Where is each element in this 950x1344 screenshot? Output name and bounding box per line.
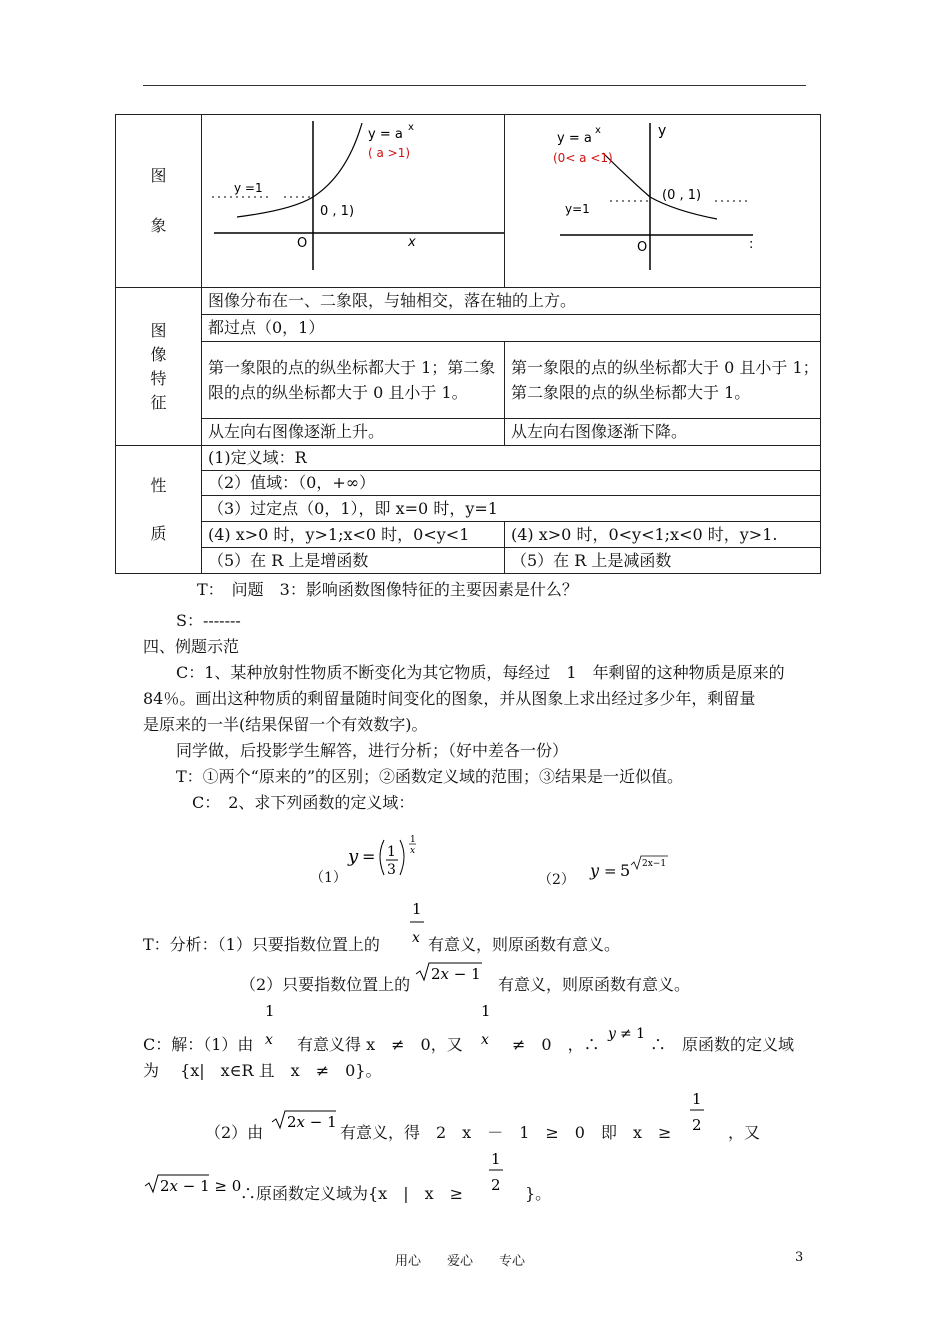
svg-text:y: y <box>348 846 359 867</box>
sol1-a: C：解：（1）由 <box>143 1035 254 1054</box>
label-char: 图 <box>150 320 167 340</box>
prop-fixed-point: （3）过定点（0，1），即 x=0 时，y=1 <box>202 496 821 522</box>
example1-line2: 84％。画出这种物质的剩留量随时间变化的图象，并从图象上求出经过多少年，剩留量 <box>143 689 756 708</box>
label-char: 质 <box>150 523 167 543</box>
header-rule <box>143 85 806 86</box>
feature-distribution: 图像分布在一、二象限，与轴相交，落在轴的上方。 <box>202 288 821 315</box>
feature-trend-left: 从左向右图像逐渐上升。 <box>202 419 505 446</box>
prop-sign-right: (4) x>0 时，0<y<1;x<0 时，y>1. <box>505 522 821 548</box>
analysis2-pre: （2）只要指数位置上的 <box>240 975 411 994</box>
svg-text:1: 1 <box>387 844 396 860</box>
sqrt-2x-1 <box>414 960 484 986</box>
sol1-c: ≠ 0 ，∴ <box>512 1035 600 1054</box>
s-answer: S：------- <box>176 611 241 630</box>
feature-row-label <box>116 288 202 446</box>
svg-text:1: 1 <box>265 1002 275 1020</box>
y-axis-label: y <box>658 123 667 139</box>
example1-line3: 是原来的一半(结果保留一个有效数字)。 <box>143 715 428 734</box>
point-label: (0 , 1) <box>662 188 702 203</box>
footer-motto: 用心 爱心 专心 <box>395 1254 526 1269</box>
svg-text:1: 1 <box>692 1090 702 1108</box>
analysis1-post: 有意义，则原函数有意义。 <box>428 935 621 954</box>
svg-text:3: 3 <box>387 862 396 878</box>
sol2-a: （2）由 <box>205 1123 264 1142</box>
svg-text:2x−1: 2x−1 <box>642 859 667 869</box>
student-note: 同学做，后投影学生解答，进行分析；（好中差各一份） <box>176 741 569 760</box>
frac-1-over-2 <box>487 1146 507 1196</box>
sqrt-geq-zero <box>143 1172 243 1198</box>
sol2-end: }。 <box>525 1184 552 1203</box>
feature-quadrant-left: 第一象限的点的纵坐标都大于 1；第二象限的点的纵坐标都大于 0 且小于 1。 <box>202 342 505 419</box>
page-number: 3 <box>795 1250 804 1265</box>
svg-text:2: 2 <box>692 1116 702 1134</box>
prop-monotone-right: （5）在 R 上是减函数 <box>505 548 821 574</box>
prop-sign-left: (4) x>0 时，y>1;x<0 时，0<y<1 <box>202 522 505 548</box>
exp-graph-decreasing <box>505 115 821 287</box>
exp-graph-increasing <box>202 115 505 287</box>
svg-text:y: y <box>608 1026 616 1042</box>
eq2-formula <box>588 852 678 882</box>
sqrt-2x-1 <box>270 1108 340 1134</box>
frac-1-over-x <box>260 1000 282 1050</box>
example2-heading: C： 2、求下列函数的定义域： <box>192 793 415 812</box>
origin-label: O <box>637 240 648 255</box>
y1-label: y =1 <box>234 181 263 195</box>
label-char: 图 <box>150 166 167 185</box>
cond-label: (0< a <1) <box>553 151 613 165</box>
sol1-d: ∴ 原函数的定义域 <box>650 1035 795 1054</box>
frac-1-over-2 <box>688 1086 708 1136</box>
analysis1-pre: T：分析：（1）只要指数位置上的 <box>143 935 380 954</box>
prop-monotone-left: （5）在 R 上是增函数 <box>202 548 505 574</box>
graph-row-label <box>116 115 202 288</box>
analysis2-post: 有意义，则原函数有意义。 <box>498 975 691 994</box>
frac-1-over-x <box>476 1000 498 1050</box>
svg-text:1: 1 <box>410 835 416 845</box>
sol2-b: 有意义，得 2 x － 1 ≥ 0 即 x ≥ <box>340 1123 672 1142</box>
prop-domain: (1)定义域：R <box>202 446 821 471</box>
point-label: 0 , 1) <box>320 204 355 219</box>
graph-a-less-1 <box>505 115 821 288</box>
y-neq-1 <box>606 1022 652 1044</box>
svg-text:1: 1 <box>412 900 422 918</box>
svg-text:≠ 1: ≠ 1 <box>620 1026 646 1042</box>
label-char: 征 <box>150 392 167 412</box>
sol1-line2: 为 {x| x∈R 且 x ≠ 0}。 <box>143 1061 382 1080</box>
svg-text:=: = <box>604 862 617 880</box>
svg-text:x: x <box>410 846 416 856</box>
sol2-c: ，又 <box>728 1123 761 1142</box>
x-axis-label: x <box>408 235 416 250</box>
example1-line1: C：1、某种放射性物质不断变化为其它物质，每经过 1 年剩留的这种物质是原来的 <box>176 663 785 682</box>
svg-text:x: x <box>412 930 420 946</box>
analysis1 <box>143 932 380 955</box>
svg-text:2x − 1: 2x − 1 <box>431 965 481 983</box>
cond-label: ( a >1) <box>368 146 411 160</box>
svg-text:2x − 1: 2x − 1 <box>287 1113 337 1131</box>
eq-label: y = a <box>557 131 592 146</box>
origin-label: O <box>297 236 308 251</box>
feature-quadrant-right: 第一象限的点的纵坐标都大于 0 且小于 1；第二象限的点的纵坐标都大于 1。 <box>505 342 821 419</box>
label-char: 像 <box>150 344 167 364</box>
feature-fixed-point: 都过点（0，1） <box>202 315 821 342</box>
svg-text:1: 1 <box>491 1150 501 1168</box>
label-char: 象 <box>150 216 167 235</box>
exp-label: x <box>408 122 414 133</box>
eq1-formula <box>340 830 430 890</box>
prop-range: （2）值域：（0，+∞） <box>202 471 821 496</box>
svg-text:x: x <box>481 1032 489 1048</box>
section-heading: 四、例题示范 <box>143 637 240 656</box>
svg-text:=: = <box>362 847 376 866</box>
property-row-label <box>116 446 202 574</box>
t-question: T： 问题 3：影响函数图像特征的主要因素是什么？ <box>197 580 578 599</box>
graph-a-greater-1 <box>202 115 505 288</box>
y1-label: y=1 <box>565 202 590 216</box>
exp-label: x <box>595 125 601 136</box>
svg-text:2x − 1 ≥ 0: 2x − 1 ≥ 0 <box>160 1177 242 1195</box>
svg-text:2: 2 <box>491 1176 501 1194</box>
svg-text:y: y <box>590 861 600 880</box>
sol1-b: 有意义得 x ≠ 0，又 <box>297 1035 463 1054</box>
frac-1-over-x <box>407 898 429 948</box>
eq1-label: （1） <box>310 870 347 886</box>
x-axis-label: : <box>749 237 754 252</box>
svg-text:5: 5 <box>620 861 631 880</box>
svg-text:x: x <box>265 1032 273 1048</box>
eq2-label: （2） <box>538 872 575 888</box>
feature-trend-right: 从左向右图像逐渐下降。 <box>505 419 821 446</box>
eq-label: y = a <box>368 127 403 142</box>
sol2-line2: ∴原函数定义域为{x | x ≥ <box>240 1184 464 1203</box>
label-char: 性 <box>150 475 167 495</box>
svg-text:1: 1 <box>481 1002 491 1020</box>
t-notes: T：①两个“原来的”的区别；②函数定义域的范围；③结果是一近似值。 <box>176 767 684 786</box>
properties-table <box>115 114 821 574</box>
label-char: 特 <box>150 368 167 388</box>
